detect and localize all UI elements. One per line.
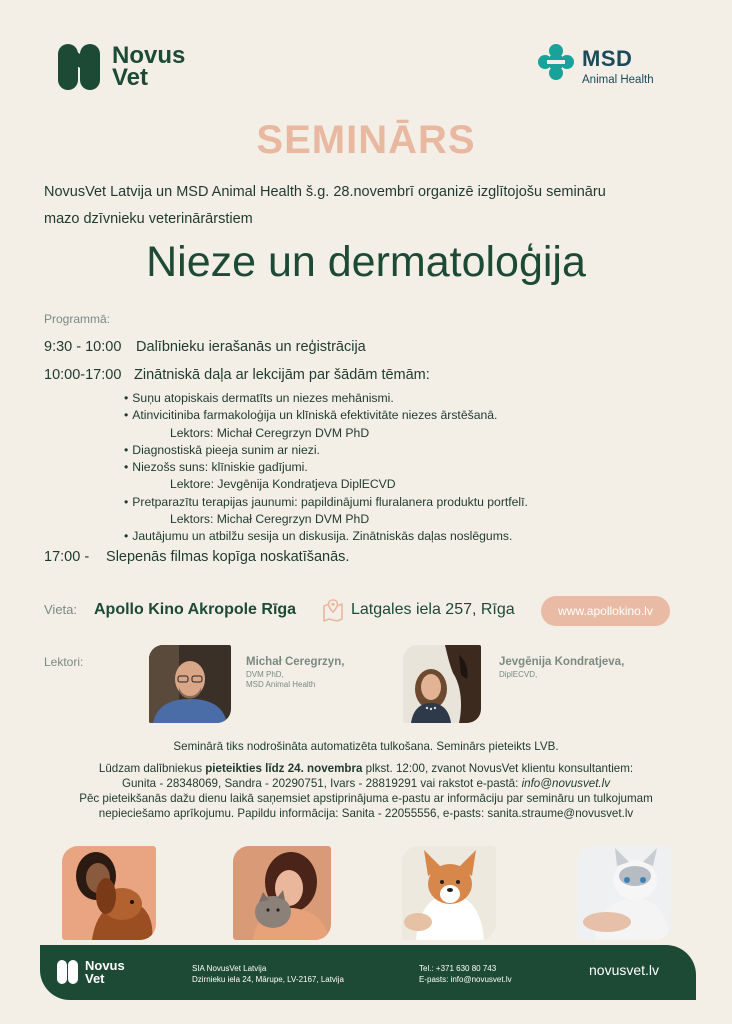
- location-label: Vieta:: [44, 602, 78, 617]
- topic-lecturer: Lektors: Michał Ceregrzyn DVM PhD: [170, 425, 370, 440]
- corgi-image: [402, 846, 496, 940]
- program-time: 17:00 -: [44, 549, 90, 565]
- footer-address: SIA NovusVet Latvija Dzirnieku iela 24, Mārupe, LV-2167, Latvija: [192, 964, 344, 984]
- seminar-headline: Nieze un dermatoloģija: [146, 238, 586, 286]
- venue-address: Latgales iela 257, Rīga: [351, 601, 515, 618]
- woman-with-dog-image: [62, 846, 156, 940]
- venue-name: Apollo Kino Akropole Rīga: [94, 601, 297, 618]
- program-text: Zinātniskā daļa ar lekcijām par šādām tēmām:: [134, 367, 430, 383]
- topic-item: • Pretparazītu terapijas jaunumi: papildinājumi fluralanera produktu portfelī.: [124, 494, 528, 511]
- lecturer-name: Jevgēnija Kondratjeva,: [499, 656, 625, 668]
- registration-info: Lūdzam dalībniekus pieteikties līdz 24. novembra plkst. 12:00, zvanot NovusVet klientu konsultantiem: Gunita - 28348069, Sandra - 20290751, Ivars - 28819291 vai rakstot e-pastā: info@novusvet.lv Pēc pieteikšanās dažu dienu laikā saņemsiet apstiprinājuma e-pastu ar informāciju par semināru un tulkojumam nepieciešamo aprīkojumu. Papildu informācija: Sanita - 22055556, e-pasts: sanita.straume@novusvet.lv: [79, 762, 653, 820]
- topic-item: • Atinvicitiniba farmakoloģija un klīniskā efektivitāte niezes ārstēšanā.: [124, 407, 528, 424]
- program-row: [44, 339, 366, 355]
- woman-with-cat-image: [233, 846, 331, 940]
- venue-website-button[interactable]: www.apollokino.lv: [541, 596, 670, 626]
- program-row: [44, 549, 349, 565]
- program-text: Slepenās filmas kopīga noskatīšanās.: [106, 549, 350, 565]
- footer: [40, 945, 696, 1000]
- program-text: Dalībnieku ierašanās un reģistrācija: [136, 339, 366, 355]
- lecturer-portrait-woman: [403, 645, 481, 723]
- topic-list: [124, 390, 528, 546]
- topic-lecturer: Lektore: Jevgēnija Kondratjeva DiplECVD: [170, 477, 396, 492]
- topic-item: • Diagnostiskā pieeja sunim ar niezi.: [124, 442, 528, 459]
- translation-note: Seminārā tiks nodrošināta automatizēta tulkošana. Seminārs pieteikts LVB.: [173, 740, 559, 753]
- lecturer-photo: [149, 645, 231, 723]
- msd-logo-icon: [538, 44, 574, 80]
- map-pin-icon: [322, 598, 344, 622]
- seminar-title: SEMINĀRS: [256, 118, 476, 162]
- footer-logo-text: Novus Vet: [85, 958, 125, 986]
- pet-photo: [233, 846, 331, 940]
- lecturer-photo: [403, 645, 481, 723]
- pet-photo: [62, 846, 156, 940]
- msd-logo-name: MSD: [582, 46, 633, 71]
- novusvet-logo-text: Novus Vet: [112, 42, 186, 91]
- topic-item: • Suņu atopiskais dermatīts un niezes mehānismi.: [124, 390, 528, 407]
- footer-logo: [57, 959, 125, 985]
- pet-photo: [577, 846, 671, 940]
- registration-email: info@novusvet.lv: [521, 777, 611, 790]
- novusvet-logo: [58, 44, 185, 90]
- msd-logo: [538, 42, 668, 92]
- program-time: 9:30 - 10:00: [44, 339, 122, 355]
- footer-logo-icon: [57, 960, 79, 984]
- lecturer-description: DiplECVD,: [499, 670, 538, 679]
- lecturers-label: Lektori:: [44, 655, 84, 669]
- program-row: [44, 367, 430, 383]
- footer-contact: Tel.: +371 630 80 743 E-pasts: info@novusvet.lv: [419, 964, 512, 984]
- intro-text: NovusVet Latvija un MSD Animal Health š.g. 28.novembrī organizē izglītojošu semināru mazo dzīvnieku veterinārārstiem: [44, 184, 606, 227]
- lecturer-description: DVM PhD, MSD Animal Health: [246, 670, 316, 689]
- novusvet-logo-icon: [58, 44, 102, 90]
- pet-photo: [402, 846, 496, 940]
- lecturer-name: Michał Ceregrzyn,: [246, 656, 345, 668]
- program-label: Programmā:: [44, 312, 111, 326]
- topic-lecturer: Lektors: Michał Ceregrzyn DVM PhD: [170, 512, 370, 527]
- lecturer-portrait-man: [149, 645, 231, 723]
- topic-item: • Niezošs suns: klīniskie gadījumi.: [124, 459, 528, 476]
- topic-item: • Jautājumu un atbilžu sesija un diskusija. Zinātniskās daļas noslēgums.: [124, 528, 528, 545]
- msd-logo-subtitle: Animal Health: [582, 74, 654, 86]
- cat-image: [577, 846, 671, 940]
- program-time: 10:00-17:00: [44, 367, 122, 383]
- footer-website-link[interactable]: novusvet.lv: [589, 962, 660, 978]
